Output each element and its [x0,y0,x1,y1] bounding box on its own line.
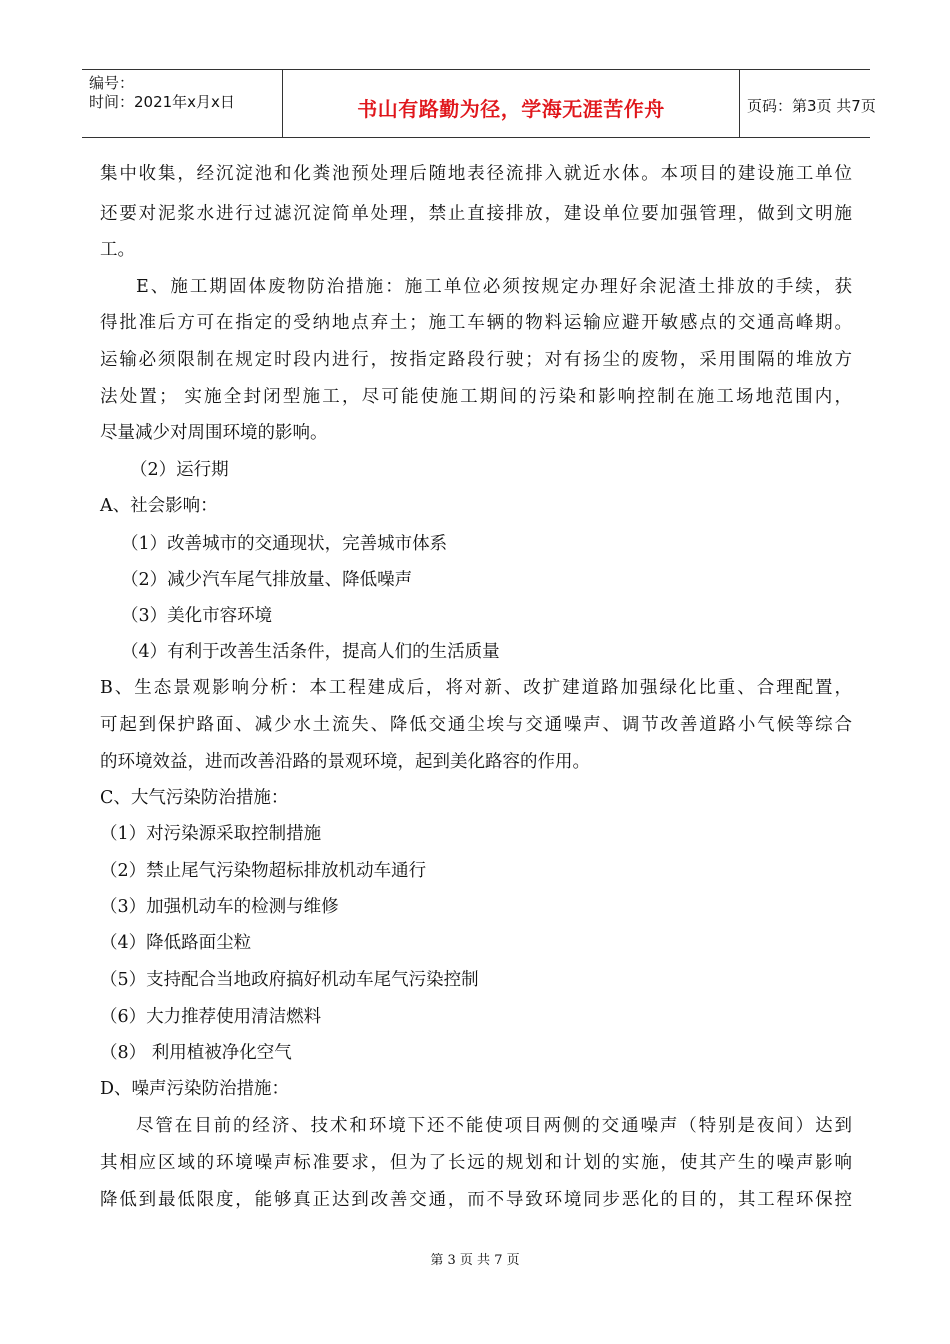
header-left-cell [82,70,282,137]
subsection-heading: D、噪声污染防治措施： [100,1079,290,1099]
body-line: 法处置； 实施全封闭型施工，尽可能使施工期间的污染和影响控制在施工场地范围内， [100,387,852,407]
list-item: （3）美化市容环境 [121,606,273,626]
list-item: （1）改善城市的交通现状，完善城市体系 [121,534,448,554]
page-header [82,69,876,138]
body-line: 还要对泥浆水进行过滤沉淀简单处理，禁止直接排放，建设单位要加强管理，做到文明施 [100,204,852,224]
body-line: 其相应区域的环境噪声标准要求，但为了长远的规划和计划的实施，使其产生的噪声影响 [100,1153,852,1173]
page-footer: 第 3 页 共 7 页 [430,1253,520,1268]
body-line: 工。 [100,240,135,260]
subsection-heading: C、大气污染防治措施： [100,788,289,808]
header-page-number: 页码：第3页 共7页 [747,97,876,115]
body-line: 运输必须限制在规定时段内进行，按指定路段行驶；对有扬尘的废物，采用围隔的堆放方 [100,350,852,370]
list-item: （5）支持配合当地政府搞好机动车尾气污染控制 [100,970,479,990]
list-item: （6）大力推荐使用清洁燃料 [100,1007,322,1027]
body-line: 降低到最低限度，能够真正达到改善交通，而不导致环境同步恶化的目的，其工程环保控 [100,1190,852,1210]
section-heading: （2）运行期 [130,460,229,480]
body-line: 集中收集，经沉淀池和化粪池预处理后随地表径流排入就近水体。本项目的建设施工单位 [100,164,852,184]
header-motto: 书山有路勤为径，学海无涯苦作舟 [357,97,665,121]
list-item: （4）有利于改善生活条件，提高人们的生活质量 [121,642,500,662]
body-line: 的环境效益，进而改善沿路的景观环境，起到美化路容的作用。 [100,752,590,772]
body-line: 尽量减少对周围环境的影响。 [100,423,328,443]
body-line: 可起到保护路面、减少水土流失、降低交通尘埃与交通噪声、调节改善道路小气候等综合 [100,715,852,735]
body-line: 得批准后方可在指定的受纳地点弃土；施工车辆的物料运输应避开敏感点的交通高峰期。 [100,313,852,333]
list-item: （1）对污染源采取控制措施 [100,824,322,844]
list-item: （2）减少汽车尾气排放量、降低噪声 [121,570,413,590]
body-line: B、生态景观影响分析：本工程建成后，将对新、改扩建道路加强绿化比重、合理配置， [100,678,852,698]
document-code-label: 编号： [89,74,135,92]
body-line: 尽管在目前的经济、技术和环境下还不能使项目两侧的交通噪声（特别是夜间）达到 [136,1116,852,1136]
list-item: （2）禁止尾气污染物超标排放机动车通行 [100,861,427,881]
body-line: E、施工期固体废物防治措施：施工单位必须按规定办理好余泥渣土排放的手续，获 [136,277,852,297]
list-item: （3）加强机动车的检测与维修 [100,897,339,917]
list-item: （8） 利用植被净化空气 [100,1043,292,1063]
subsection-heading: A、社会影响： [100,496,218,516]
header-right-cell [739,70,876,137]
list-item: （4）降低路面尘粒 [100,933,252,953]
header-middle-cell [282,70,740,137]
document-date-label: 时间：2021年x月x日 [89,93,235,111]
